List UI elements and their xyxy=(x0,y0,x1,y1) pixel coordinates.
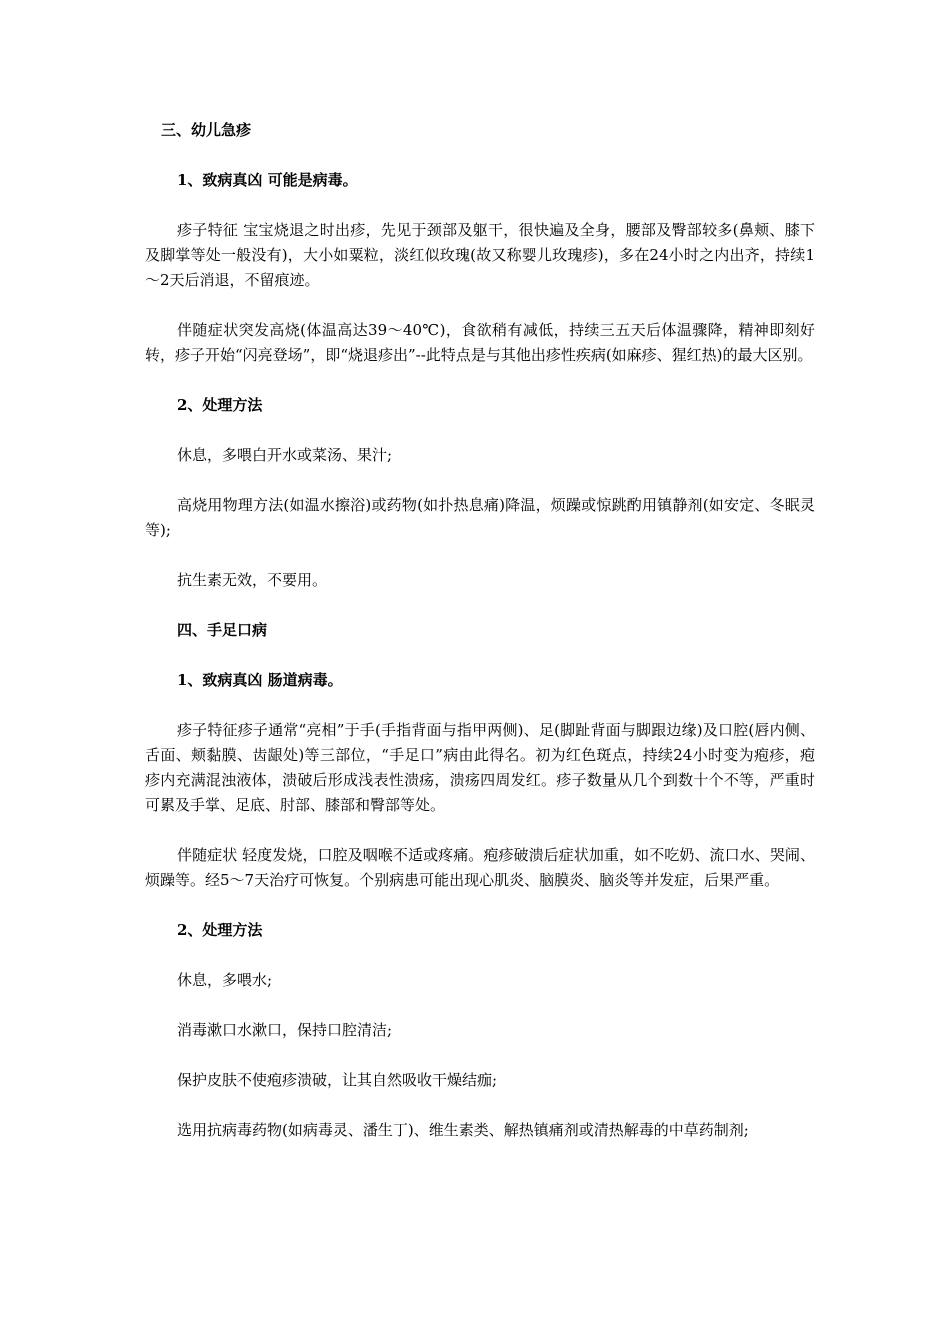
paragraph-treatment-antibiotics: 抗生素无效，不要用。 xyxy=(177,571,328,589)
paragraph-treatment-fever: 高烧用物理方法(如温水擦浴)或药物(如扑热息痛)降温，烦躁或惊跳酌用镇静剂(如安定、冬眠灵等); xyxy=(145,496,815,539)
subheading-cause: 1、致病真凶 可能是病毒。 xyxy=(177,171,358,189)
paragraph-treatment-mouthwash: 消毒漱口水漱口，保持口腔清洁; xyxy=(177,1021,393,1039)
paragraph-treatment-skin: 保护皮肤不使疱疹溃破，让其自然吸收干燥结痂; xyxy=(177,1071,498,1089)
paragraph-treatment-rest: 休息，多喂水; xyxy=(177,971,273,989)
subheading-cause: 1、致病真凶 肠道病毒。 xyxy=(177,671,343,689)
section-title-hfmd: 四、手足口病 xyxy=(177,621,268,639)
document-body xyxy=(145,118,815,1143)
paragraph-treatment-rest: 休息，多喂白开水或菜汤、果汁; xyxy=(177,446,393,464)
subheading-treatment: 2、处理方法 xyxy=(177,396,263,414)
paragraph-rash-features: 疹子特征 宝宝烧退之时出疹，先见于颈部及躯干，很快遍及全身，腰部及臀部较多(鼻颊、膝下及脚掌等处一般没有)，大小如粟粒，淡红似玫瑰(故又称婴儿玫瑰疹)，多在24小时之内出齐，持续1～2天后消退，不留痕迹。 xyxy=(145,221,815,289)
paragraph-treatment-antiviral: 选用抗病毒药物(如病毒灵、潘生丁)、维生素类、解热镇痛剂或清热解毒的中草药制剂; xyxy=(177,1121,749,1139)
section-title-roseola: 三、幼儿急疹 xyxy=(161,121,252,139)
paragraph-symptoms: 伴随症状突发高烧(体温高达39～40℃)，食欲稍有减低，持续三五天后体温骤降，精神即刻好转，疹子开始“闪亮登场”，即“烧退疹出”--此特点是与其他出疹性疾病(如麻疹、猩红热)的最大区别。 xyxy=(145,321,815,364)
paragraph-symptoms: 伴随症状 轻度发烧，口腔及咽喉不适或疼痛。疱疹破溃后症状加重，如不吃奶、流口水、哭闹、烦躁等。经5～7天治疗可恢复。个别病患可能出现心肌炎、脑膜炎、脑炎等并发症，后果严重。 xyxy=(145,846,815,889)
subheading-treatment: 2、处理方法 xyxy=(177,921,263,939)
paragraph-rash-features: 疹子特征疹子通常“亮相”于手(手指背面与指甲两侧)、足(脚趾背面与脚跟边缘)及口腔(唇内侧、舌面、颊黏膜、齿龈处)等三部位，“手足口”病由此得名。初为红色斑点，持续24小时变为疱疹，疱疹内充满混浊液体，溃破后形成浅表性溃疡，溃疡四周发红。疹子数量从几个到数十个不等，严重时可累及手掌、足底、肘部、膝部和臀部等处。 xyxy=(145,721,815,814)
